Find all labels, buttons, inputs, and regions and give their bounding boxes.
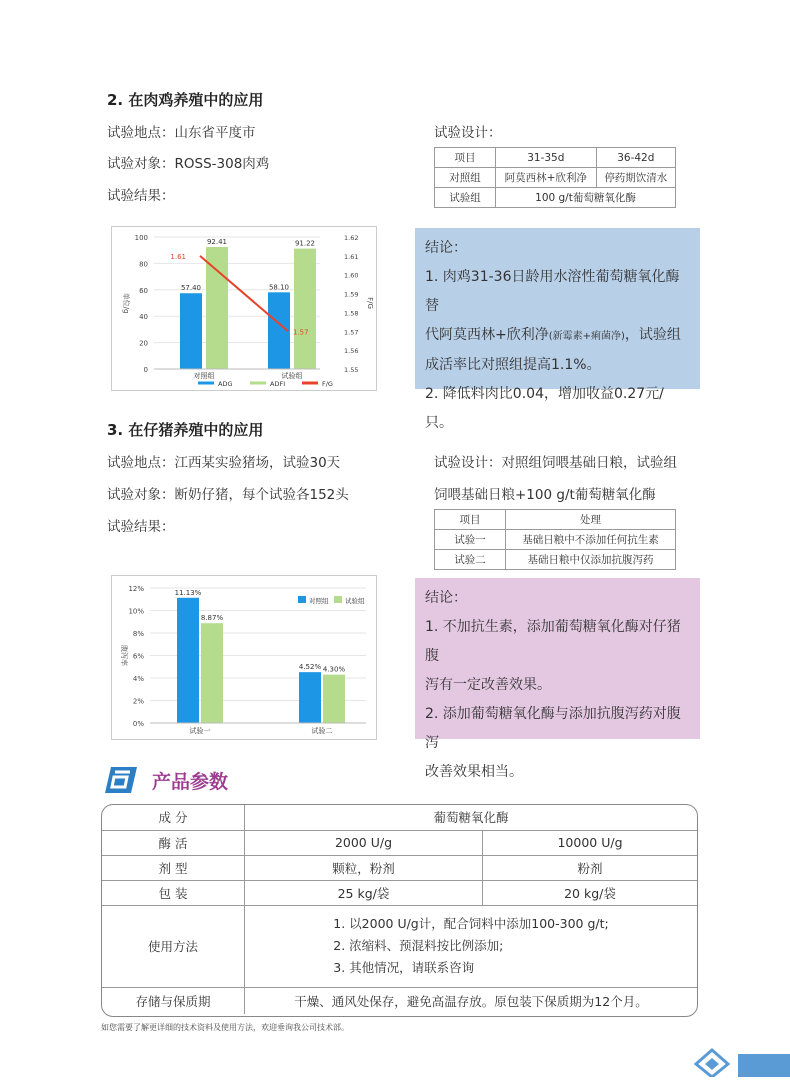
legend-label: 对照组: [309, 597, 329, 605]
y2-tick-label: 1.55: [344, 366, 359, 374]
table-cell: 项目: [435, 510, 506, 530]
piglet-design-line: 饲喂基础日粮+100 g/t葡萄糖氧化酶: [434, 487, 656, 503]
y-axis-label: 单位/g: [122, 292, 130, 314]
x-tick-label: 试验二: [311, 727, 333, 735]
piglet-result-label: 试验结果：: [107, 519, 175, 535]
table-row: [435, 530, 676, 550]
piglet-location: 试验地点：江西某实验猪场，试验30天: [107, 455, 341, 471]
piglet-subject: 试验对象：断奶仔猪，每个试验各152头: [107, 487, 349, 503]
bar: [323, 675, 345, 723]
y2-tick-label: 1.61: [344, 252, 359, 261]
broiler-conclusion-box: [415, 228, 700, 431]
conclusion-title: 结论：: [425, 590, 467, 606]
y-tick-label: 0%: [132, 720, 144, 728]
data-label: 57.40: [180, 284, 202, 293]
table-cell: 酶 活: [102, 830, 245, 855]
section-heading-piglet: 3. 在仔猪养殖中的应用: [107, 421, 264, 439]
y-tick-label: 6%: [132, 652, 144, 661]
page-corner-bar: [738, 1054, 790, 1077]
table-cell: 试验二: [435, 550, 506, 570]
broiler-design-table: [434, 147, 676, 208]
y-tick-label: 4%: [132, 675, 144, 683]
legend-label: 试验组: [345, 597, 365, 605]
table-cell: 停药期饮清水: [596, 168, 675, 188]
conclusion-line: 成活率比对照组提高1.1%。: [425, 357, 601, 373]
x-tick-label: 对照组: [193, 372, 215, 380]
data-label: 91.22: [294, 239, 316, 248]
y2-tick-label: 1.62: [344, 234, 359, 242]
table-cell: 2000 U/g: [245, 830, 483, 855]
table-cell: 使用方法: [102, 905, 245, 987]
bar: [299, 672, 321, 723]
table-cell: 对照组: [435, 168, 496, 188]
conclusion-line: 泻有一定改善效果。: [425, 677, 551, 693]
table-cell: 干燥、通风处保存，避免高温存放。原包装下保质期为12个月。: [245, 987, 698, 1014]
conclusion-line: 改善效果相当。: [425, 764, 523, 780]
conclusion-text: ，试验组: [624, 327, 681, 343]
bar: [294, 249, 316, 369]
x-tick-label: 试验一: [189, 727, 211, 735]
broiler-location: 试验地点：山东省平度市: [107, 125, 256, 141]
table-row: [102, 987, 697, 1014]
broiler-design-label: 试验设计：: [434, 125, 502, 141]
legend-label: F/G: [322, 380, 333, 388]
data-label: 4.30%: [322, 665, 346, 674]
bar: [180, 293, 202, 369]
table-row: [102, 805, 697, 830]
y2-tick-label: 1.56: [344, 347, 359, 356]
diamond-logo-icon: [694, 1048, 730, 1077]
usage-list: [333, 913, 608, 979]
table-cell: 试验一: [435, 530, 506, 550]
conclusion-line: 1. 不加抗生素，添加葡萄糖氧化酶对仔猪腹: [425, 619, 681, 664]
table-cell: 葡萄糖氧化酶: [245, 805, 698, 830]
table-row: [435, 168, 676, 188]
y-tick-label: 100: [134, 234, 148, 242]
table-cell: 36-42d: [596, 148, 675, 168]
y-tick-label: 10%: [128, 607, 144, 616]
list-item: 2. 浓缩料、预混料按比例添加;: [333, 938, 504, 953]
table-row: [102, 855, 697, 880]
conclusion-line: 2. 添加葡萄糖氧化酶与添加抗腹泻药对腹泻: [425, 706, 681, 751]
table-cell: 项目: [435, 148, 496, 168]
conclusion-note: (新霉素+痢菌净): [548, 331, 625, 342]
table-row: [102, 880, 697, 905]
params-table: [101, 804, 698, 1017]
y-tick-label: 60: [139, 286, 148, 295]
params-title: 产品参数: [152, 771, 229, 793]
piglet-conclusion-box: [415, 578, 700, 780]
legend-label: ADFI: [270, 380, 286, 388]
legend-label: ADG: [218, 380, 233, 388]
y2-tick-label: 1.58: [344, 309, 359, 318]
table-row: [435, 510, 676, 530]
table-cell: 成 分: [102, 805, 245, 830]
y-tick-label: 8%: [132, 630, 144, 638]
y-tick-label: 0: [143, 366, 148, 374]
y-tick-label: 20: [139, 339, 148, 348]
legend-swatch: [334, 596, 342, 603]
x-tick-label: 试验组: [281, 372, 303, 380]
table-cell: 处理: [506, 510, 676, 530]
table-row: [435, 148, 676, 168]
piglet-chart: [111, 575, 377, 740]
y2-tick-label: 1.60: [344, 271, 359, 280]
y2-axis-label: F/G: [366, 297, 374, 309]
data-label: 58.10: [268, 283, 290, 292]
usage-cell: [245, 905, 698, 987]
table-row: [435, 188, 676, 208]
broiler-chart-svg: [112, 227, 376, 390]
table-cell: 包 装: [102, 880, 245, 905]
data-label: 1.61: [170, 252, 186, 261]
data-label: 92.41: [206, 238, 228, 247]
table-cell: 基础日粮中仅添加抗腹泻药: [506, 550, 676, 570]
list-item: 1. 以2000 U/g计，配合饲料中添加100-300 g/t;: [333, 916, 609, 931]
y-tick-label: 12%: [128, 585, 144, 593]
table-cell: 20 kg/袋: [483, 880, 698, 905]
table-cell: 颗粒，粉剂: [245, 855, 483, 880]
table-row: [102, 830, 697, 855]
piglet-chart-svg: [112, 576, 376, 739]
bar: [206, 247, 228, 369]
list-item: 3. 其他情况，请联系咨询: [333, 960, 475, 975]
y-tick-label: 2%: [132, 697, 144, 706]
piglet-design-line: 试验设计：对照组饲喂基础日粮，试验组: [434, 455, 677, 471]
conclusion-line: [425, 321, 690, 351]
y2-tick-label: 1.59: [344, 290, 359, 299]
table-cell: 31-35d: [496, 148, 597, 168]
data-label: 8.87%: [200, 614, 224, 623]
table-cell: 基础日粮中不添加任何抗生素: [506, 530, 676, 550]
data-label: 1.57: [293, 328, 309, 337]
bar: [201, 623, 223, 723]
table-cell: 10000 U/g: [483, 830, 698, 855]
table-row: [102, 905, 697, 987]
y-tick-label: 40: [139, 313, 148, 322]
table-cell: 粉剂: [483, 855, 698, 880]
broiler-chart: [111, 226, 377, 391]
piglet-design-table: [434, 509, 676, 570]
conclusion-title: 结论：: [425, 240, 467, 256]
product-logo-icon: [103, 765, 139, 795]
table-cell: 试验组: [435, 188, 496, 208]
table-row: [435, 550, 676, 570]
table-cell: 100 g/t葡萄糖氧化酶: [496, 188, 676, 208]
table-cell: 剂 型: [102, 855, 245, 880]
conclusion-line: 2. 降低料肉比0.04，增加收益0.27元/只。: [425, 386, 664, 431]
footer-note: 如您需要了解更详细的技术资料及使用方法，欢迎垂询我公司技术部。: [101, 1023, 349, 1032]
y2-tick-label: 1.57: [344, 328, 359, 337]
section-heading-broiler: 2. 在肉鸡养殖中的应用: [107, 91, 264, 109]
bar: [177, 598, 199, 723]
conclusion-line: 1. 肉鸡31-36日龄用水溶性葡萄糖氧化酶替: [425, 269, 680, 314]
data-label: 4.52%: [298, 663, 322, 672]
data-label: 11.13%: [174, 588, 202, 597]
table-cell: 阿莫西林+欣利净: [496, 168, 597, 188]
y-axis-label: 腹泻率: [120, 645, 128, 666]
legend-swatch: [298, 596, 306, 603]
broiler-subject: 试验对象：ROSS-308肉鸡: [107, 156, 270, 172]
table-cell: 25 kg/袋: [245, 880, 483, 905]
table-cell: 存储与保质期: [102, 987, 245, 1014]
broiler-result-label: 试验结果：: [107, 188, 175, 204]
y-tick-label: 80: [139, 260, 148, 269]
conclusion-text: 代阿莫西林+欣利净: [425, 327, 549, 343]
